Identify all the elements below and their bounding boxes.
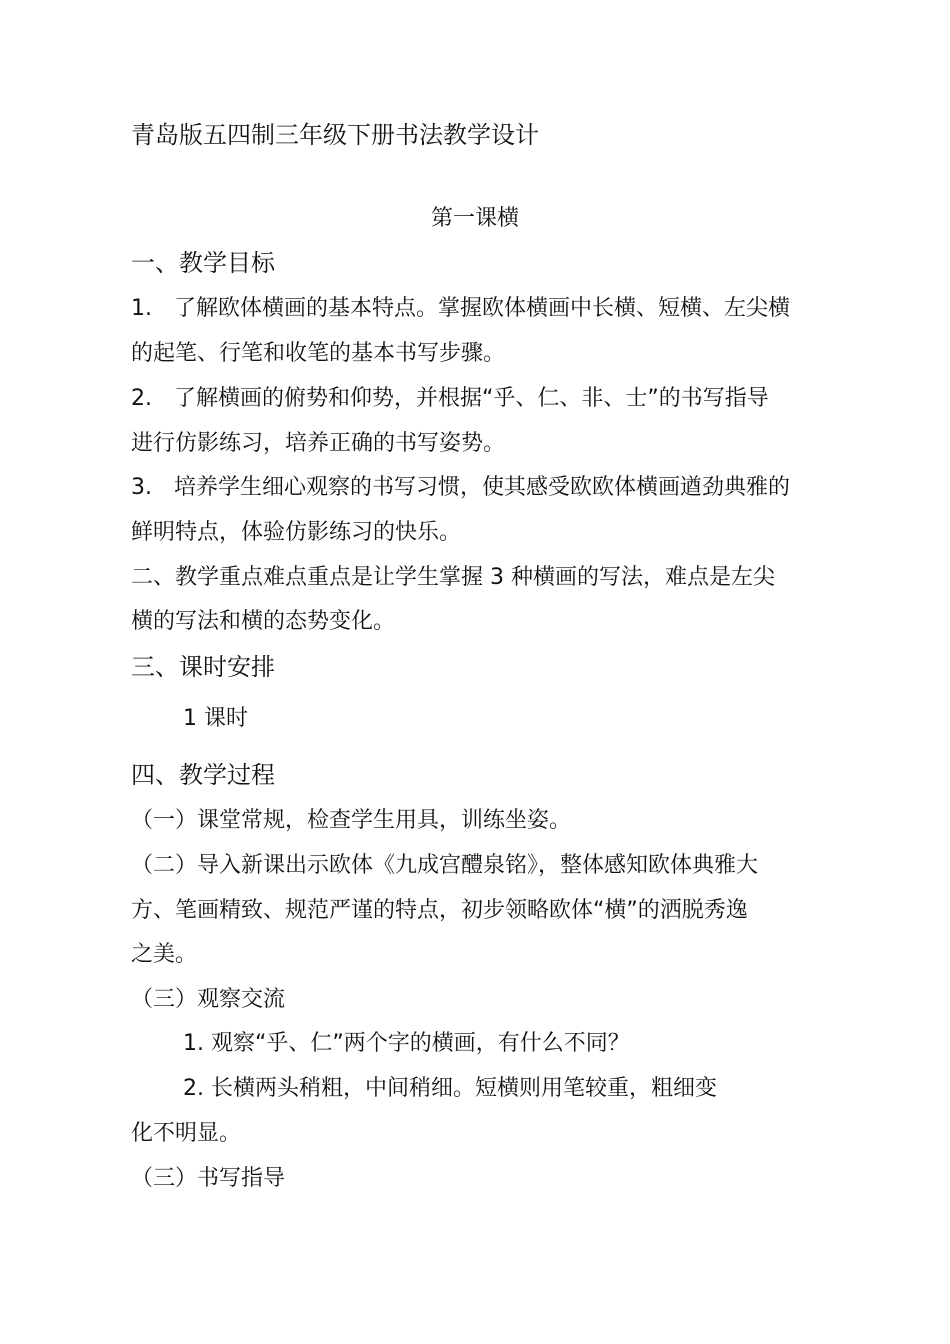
process-step-3-item-2-line-2: 化不明显。 [131,1121,242,1146]
objective-2-line-1: 2. 了解横画的俯势和仰势，并根据“乎、仁、非、士”的书写指导 [131,386,769,411]
process-step-2-line-1: （二）导入新课出示欧体《九成宫醴泉铭》，整体感知欧体典雅大 [131,853,759,878]
section-heading-process: 四、教学过程 [131,761,275,789]
section-heading-schedule: 三、课时安排 [131,653,275,681]
section-heading-objectives: 一、教学目标 [131,249,275,277]
schedule-content: 1 课时 [183,706,248,731]
objective-3-line-2: 鲜明特点，体验仿影练习的快乐。 [131,520,462,545]
process-step-3-item-2-line-1: 2. 长横两头稍粗，中间稍细。短横则用笔较重，粗细变 [183,1076,717,1101]
process-step-2-line-3: 之美。 [131,942,198,967]
key-points-line-1: 二、教学重点难点重点是让学生掌握 3 种横画的写法，难点是左尖 [131,565,775,590]
document-title: 青岛版五四制三年级下册书法教学设计 [131,121,539,149]
objective-3-line-1: 3. 培养学生细心观察的书写习惯，使其感受欧欧体横画遒劲典雅的 [131,475,790,500]
process-step-3-heading: （三）观察交流 [131,987,286,1012]
process-step-3-item-1: 1. 观察“乎、仁”两个字的横画，有什么不同？ [183,1031,630,1056]
process-step-4-heading: （三）书写指导 [131,1166,286,1191]
objective-1-line-2: 的起笔、行笔和收笔的基本书写步骤。 [131,341,506,366]
objective-1-line-1: 1. 了解欧体横画的基本特点。掌握欧体横画中长横、短横、左尖横 [131,296,790,321]
objective-2-line-2: 进行仿影练习，培养正确的书写姿势。 [131,431,506,456]
key-points-line-2: 横的写法和横的态势变化。 [131,609,396,634]
process-step-2-line-2: 方、笔画精致、规范严谨的特点，初步领略欧体“横”的洒脱秀逸 [131,898,748,923]
lesson-title: 第一课横 [430,206,519,231]
process-step-1: （一）课堂常规，检查学生用具，训练坐姿。 [131,808,572,833]
